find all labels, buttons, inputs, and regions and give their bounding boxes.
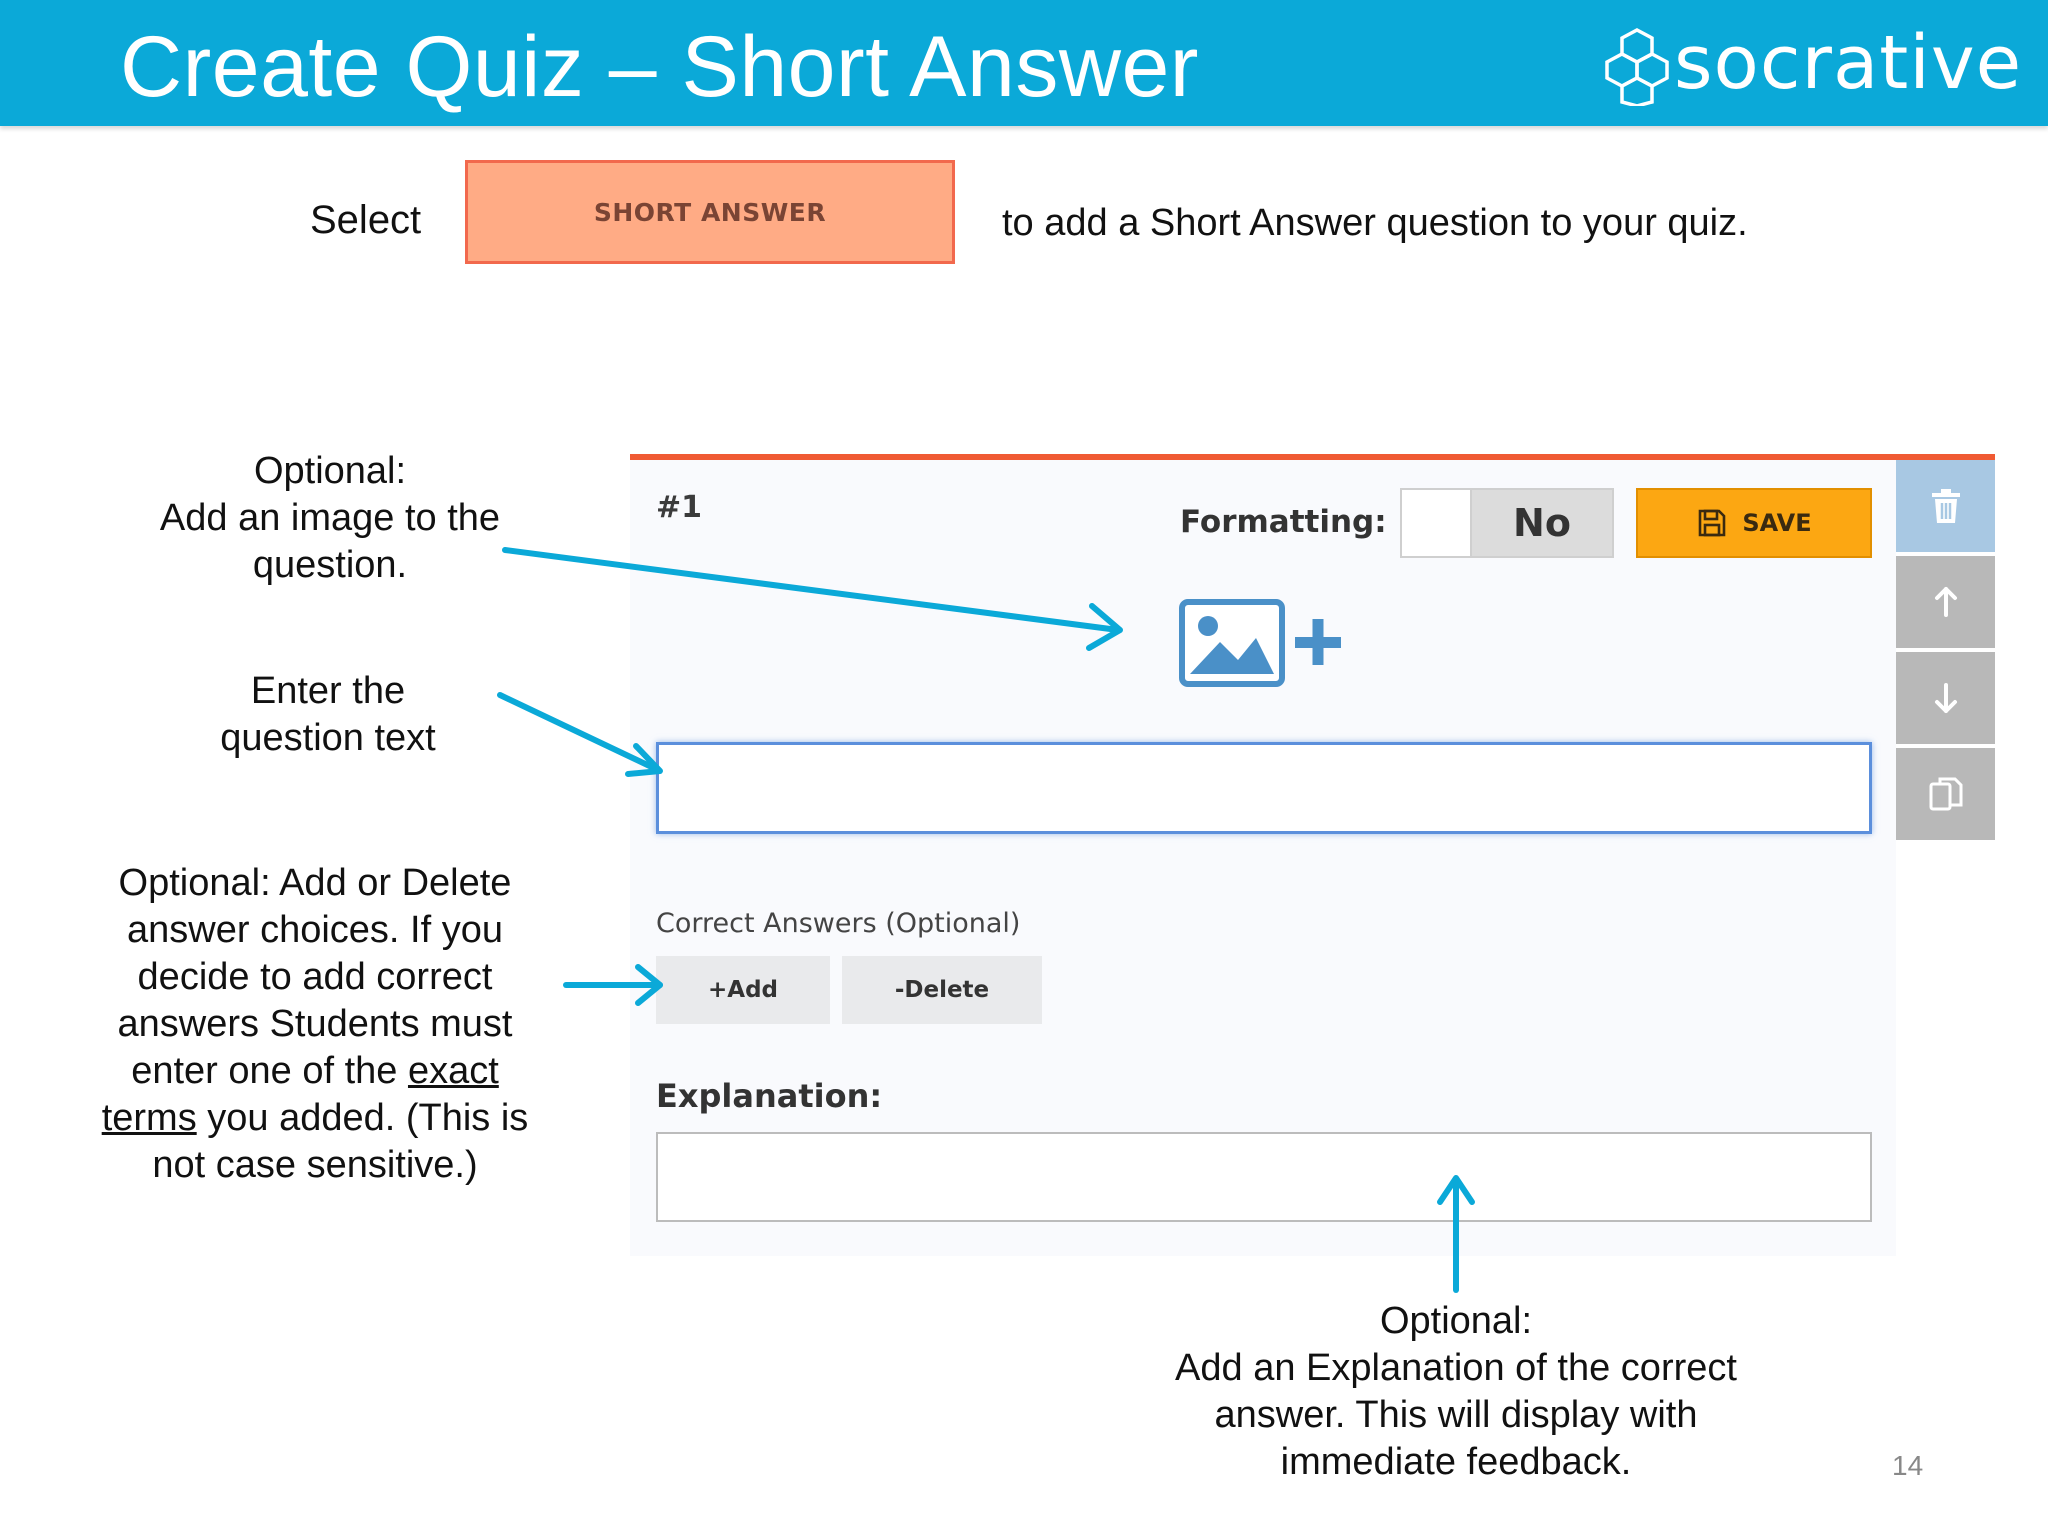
annotation-line: answer. This will display with	[1214, 1394, 1698, 1436]
question-text-input[interactable]	[656, 742, 1872, 834]
annotation-line: question text	[220, 717, 436, 759]
card-accent-line	[630, 454, 1995, 460]
select-instruction-text: to add a Short Answer question to your quiz.	[1002, 202, 1748, 244]
slide-header	[0, 0, 2048, 126]
socrative-logo	[1600, 20, 2023, 110]
move-down-button[interactable]	[1896, 652, 1995, 744]
logo-hexagon-icon	[1600, 26, 1674, 106]
move-up-button[interactable]	[1896, 556, 1995, 648]
annotation-line: Add an image to the	[159, 497, 501, 539]
annotation-line: question.	[252, 544, 408, 586]
annotation-line: decide to add correct	[137, 956, 493, 998]
toggle-knob	[1402, 490, 1472, 556]
add-image-icon[interactable]	[1178, 598, 1348, 688]
annotation-line: Enter the	[250, 670, 406, 712]
formatting-state: No	[1472, 490, 1612, 556]
annotation-line: immediate feedback.	[1280, 1441, 1632, 1483]
add-answer-button[interactable]: +Add	[656, 956, 830, 1024]
save-label: SAVE	[1742, 509, 1812, 537]
annotation-underlined: terms	[101, 1097, 197, 1139]
copy-icon	[1927, 775, 1965, 813]
delete-answer-button[interactable]: -Delete	[842, 956, 1042, 1024]
annotation-line: Optional:	[1379, 1300, 1533, 1342]
annotation-line: not case sensitive.)	[152, 1144, 478, 1186]
save-icon	[1696, 507, 1728, 539]
explanation-input[interactable]	[656, 1132, 1872, 1222]
annotation-answer-choices	[60, 860, 570, 1189]
delete-question-button[interactable]	[1896, 460, 1995, 552]
annotation-line: answer choices. If you	[127, 909, 503, 951]
annotation-line: Optional:	[253, 450, 407, 492]
formatting-label: Formatting:	[1180, 504, 1387, 540]
annotation-line	[60, 1048, 570, 1095]
copy-question-button[interactable]	[1896, 748, 1995, 840]
select-instruction-word: Select	[310, 198, 422, 242]
annotation-text: you added. (This is	[207, 1097, 529, 1139]
question-side-toolbar	[1896, 460, 1995, 844]
trash-icon	[1927, 487, 1965, 525]
arrow-down-icon	[1927, 679, 1965, 717]
page-number: 14	[1892, 1450, 1924, 1481]
annotation-line: Optional: Add or Delete	[118, 862, 512, 904]
save-button[interactable]	[1636, 488, 1872, 558]
annotation-question-text	[168, 668, 488, 762]
annotation-line: Add an Explanation of the correct	[1175, 1347, 1737, 1389]
short-answer-button[interactable]: SHORT ANSWER	[465, 160, 955, 264]
annotation-add-image	[130, 448, 530, 589]
annotation-line	[60, 1095, 570, 1142]
question-number: #1	[656, 490, 703, 525]
annotation-explanation	[1096, 1298, 1816, 1486]
annotation-text: enter one of the	[131, 1050, 398, 1092]
arrow-up-icon	[1927, 583, 1965, 621]
correct-answers-label: Correct Answers (Optional)	[656, 908, 1021, 939]
formatting-toggle[interactable]	[1400, 488, 1614, 558]
annotation-underlined: exact	[407, 1050, 499, 1092]
logo-wordmark: socrative	[1674, 20, 2023, 106]
annotation-line: answers Students must	[117, 1003, 513, 1045]
slide-title: Create Quiz – Short Answer	[120, 19, 1199, 115]
explanation-label: Explanation:	[656, 1077, 883, 1115]
